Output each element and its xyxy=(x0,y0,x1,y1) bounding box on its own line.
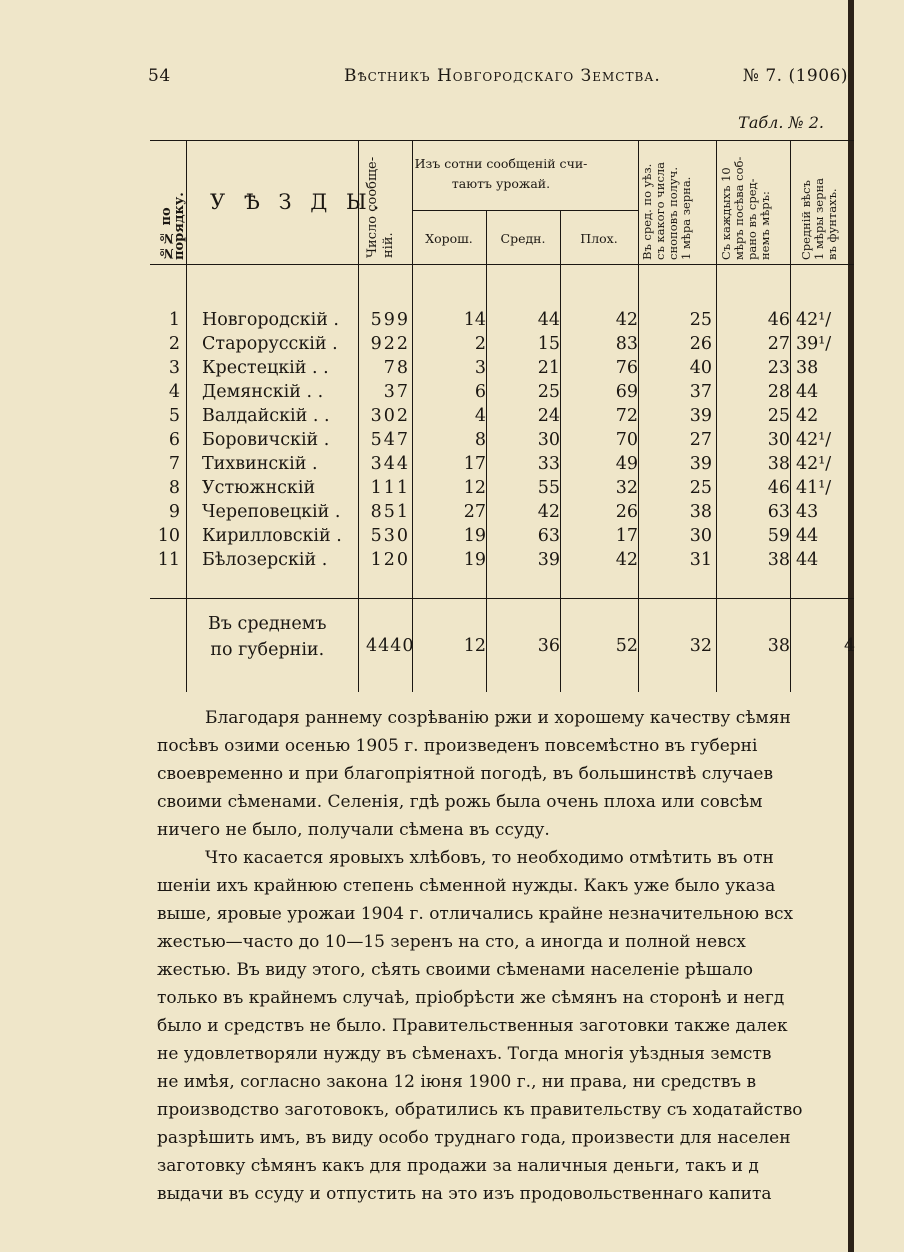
poor-percent: 42 xyxy=(615,310,638,330)
seeded-yield: 38 xyxy=(767,550,790,570)
header-seeded: Съ каждыхъ 10 мѣръ посѣва соб- рано въ сред- немъ мѣръ: xyxy=(719,156,772,260)
body-line: не удовлетворяли нужду въ сѣменахъ. Тогда многія уѣздныя земств xyxy=(157,1044,772,1064)
medium-percent: 39 xyxy=(537,550,560,570)
total-label-line1: Въ среднемъ xyxy=(208,614,327,634)
report-count: 851 xyxy=(370,502,410,522)
table-row xyxy=(150,454,854,478)
page-header xyxy=(148,66,848,92)
poor-percent: 17 xyxy=(615,526,638,546)
medium-percent: 24 xyxy=(537,406,560,426)
body-line: производство заготовокъ, обратились къ правительству съ ходатайство xyxy=(157,1100,803,1120)
row-number: 3 xyxy=(168,358,180,378)
body-line: только въ крайнемъ случаѣ, пріобрѣсти же сѣмянъ на сторонѣ и негд xyxy=(157,988,785,1008)
seeded-yield: 46 xyxy=(767,310,790,330)
body-line: разрѣшить имъ, въ виду особо труднаго года, произвести для населен xyxy=(157,1128,791,1148)
avg-yield: 39 xyxy=(689,406,712,426)
body-text xyxy=(157,704,857,1208)
good-percent: 4 xyxy=(474,406,486,426)
header-district: У Ѣ З Д Ы. xyxy=(210,190,386,214)
medium-percent: 21 xyxy=(537,358,560,378)
body-line: не имѣя, согласно закона 12 іюня 1900 г., ни права, ни средствъ в xyxy=(157,1072,757,1092)
good-percent: 19 xyxy=(463,550,486,570)
medium-percent: 33 xyxy=(537,454,560,474)
body-line: жестью—часто до 10—15 зеренъ на сто, а иногда и полной невсх xyxy=(157,932,746,952)
avg-yield: 38 xyxy=(689,502,712,522)
grain-weight: 42 xyxy=(796,406,819,426)
header-count: Число сообще- ній. xyxy=(365,156,396,258)
table-row xyxy=(150,430,854,454)
medium-percent: 55 xyxy=(537,478,560,498)
grain-weight: 42¹/ xyxy=(796,430,832,450)
medium-percent: 25 xyxy=(537,382,560,402)
body-line: заготовку сѣмянъ какъ для продажи за наличныя деньги, такъ и д xyxy=(157,1156,759,1176)
header-avg-yield: Въ сред. по уѣз. съ какого числа сноповъ получ. 1 мѣра зерна. xyxy=(640,161,693,260)
body-line: ничего не было, получали сѣмена въ ссуду. xyxy=(157,820,550,840)
poor-percent: 72 xyxy=(615,406,638,426)
row-number: 10 xyxy=(157,526,180,546)
table-row xyxy=(150,406,854,430)
report-count: 78 xyxy=(383,358,410,378)
district-name: Новгородскій . xyxy=(202,310,339,330)
poor-percent: 76 xyxy=(615,358,638,378)
body-line: жестью. Въ виду этого, сѣять своими сѣменами населеніе рѣшало xyxy=(157,960,753,980)
row-number: 8 xyxy=(168,478,180,498)
report-count: 37 xyxy=(383,382,410,402)
good-percent: 27 xyxy=(463,502,486,522)
good-percent: 8 xyxy=(474,430,486,450)
row-number: 9 xyxy=(168,502,180,522)
row-number: 4 xyxy=(168,382,180,402)
report-count: 344 xyxy=(370,454,410,474)
row-number: 1 xyxy=(168,310,180,330)
seeded-yield: 28 xyxy=(767,382,790,402)
seeded-yield: 27 xyxy=(767,334,790,354)
total-label-line2: по губерніи. xyxy=(210,640,325,660)
journal-title: Вѣстникъ Новгородскаго Земства. xyxy=(344,66,661,86)
seeded-yield: 23 xyxy=(767,358,790,378)
row-number: 7 xyxy=(168,454,180,474)
medium-percent: 30 xyxy=(537,430,560,450)
body-line: было и средствъ не было. Правительственныя заготовки также далек xyxy=(157,1016,788,1036)
table-row xyxy=(150,358,854,382)
district-name: Демянскій . . xyxy=(202,382,324,402)
table-row xyxy=(150,550,854,574)
district-name: Тихвинскій . xyxy=(202,454,318,474)
report-count: 530 xyxy=(370,526,410,546)
avg-yield: 37 xyxy=(689,382,712,402)
poor-percent: 49 xyxy=(615,454,638,474)
report-count: 922 xyxy=(370,334,410,354)
poor-percent: 26 xyxy=(615,502,638,522)
report-count: 111 xyxy=(370,478,410,498)
avg-yield: 31 xyxy=(689,550,712,570)
table-row xyxy=(150,526,854,550)
table-row xyxy=(150,382,854,406)
header-weight: Средній вѣсъ 1 мѣры зерна въ фунтахъ. xyxy=(799,178,839,260)
district-name: Бѣлозерскій . xyxy=(202,550,328,570)
total-weight: 4 xyxy=(844,636,856,656)
grain-weight: 38 xyxy=(796,358,819,378)
district-name: Валдайскій . . xyxy=(202,406,330,426)
good-percent: 17 xyxy=(463,454,486,474)
medium-percent: 44 xyxy=(537,310,560,330)
issue-number: № 7. (1906) xyxy=(742,66,848,86)
medium-percent: 63 xyxy=(537,526,560,546)
total-medium: 36 xyxy=(537,636,560,656)
seeded-yield: 59 xyxy=(767,526,790,546)
district-name: Боровичскій . xyxy=(202,430,330,450)
grain-weight: 42¹/ xyxy=(796,454,832,474)
header-num: №№ по порядку. xyxy=(159,192,187,260)
poor-percent: 70 xyxy=(615,430,638,450)
poor-percent: 32 xyxy=(615,478,638,498)
seeded-yield: 46 xyxy=(767,478,790,498)
avg-yield: 40 xyxy=(689,358,712,378)
table-label: Табл. № 2. xyxy=(738,113,824,132)
medium-percent: 15 xyxy=(537,334,560,354)
table-row xyxy=(150,334,854,358)
avg-yield: 26 xyxy=(689,334,712,354)
avg-yield: 25 xyxy=(689,310,712,330)
header-poor: Плох. xyxy=(580,231,618,246)
good-percent: 6 xyxy=(474,382,486,402)
harvest-table xyxy=(150,140,854,692)
grain-weight: 43 xyxy=(796,502,819,522)
total-avg-yield: 32 xyxy=(689,636,712,656)
total-count: 4440 xyxy=(366,636,415,656)
row-number: 2 xyxy=(168,334,180,354)
header-bottom-rule xyxy=(150,264,854,265)
report-count: 547 xyxy=(370,430,410,450)
row-number: 5 xyxy=(168,406,180,426)
good-percent: 19 xyxy=(463,526,486,546)
body-line: выше, яровые урожаи 1904 г. отличались крайне незначительною всх xyxy=(157,904,794,924)
body-line: Благодаря раннему созрѣванію ржи и хорошему качеству сѣмян xyxy=(205,708,791,728)
table-row xyxy=(150,310,854,334)
avg-yield: 39 xyxy=(689,454,712,474)
table-row xyxy=(150,478,854,502)
body-line: посѣвъ озими осенью 1905 г. произведенъ повсемѣстно въ губерні xyxy=(157,736,758,756)
row-number: 6 xyxy=(168,430,180,450)
total-seeded: 38 xyxy=(767,636,790,656)
grain-weight: 41¹/ xyxy=(796,478,832,498)
seeded-yield: 63 xyxy=(767,502,790,522)
poor-percent: 69 xyxy=(615,382,638,402)
total-separator-rule xyxy=(150,598,854,599)
table-row xyxy=(150,502,854,526)
row-number: 11 xyxy=(157,550,180,570)
grain-weight: 39¹/ xyxy=(796,334,832,354)
header-group: Изъ сотни сообщеній счи- таютъ урожай. xyxy=(414,156,588,191)
district-name: Старорусскій . xyxy=(202,334,338,354)
grain-weight: 44 xyxy=(796,526,819,546)
page-number: 54 xyxy=(148,66,171,86)
body-line: своевременно и при благопріятной погодѣ, въ большинствѣ случаев xyxy=(157,764,774,784)
header-good: Хорош. xyxy=(425,231,473,246)
medium-percent: 42 xyxy=(537,502,560,522)
avg-yield: 27 xyxy=(689,430,712,450)
header-medium: Средн. xyxy=(500,231,546,246)
district-name: Кирилловскій . xyxy=(202,526,342,546)
district-name: Череповецкій . xyxy=(202,502,341,522)
poor-percent: 42 xyxy=(615,550,638,570)
good-percent: 12 xyxy=(463,478,486,498)
seeded-yield: 38 xyxy=(767,454,790,474)
good-percent: 14 xyxy=(463,310,486,330)
grain-weight: 42¹/ xyxy=(796,310,832,330)
body-line: Что касается яровыхъ хлѣбовъ, то необходимо отмѣтить въ отн xyxy=(205,848,774,868)
body-line: выдачи въ ссуду и отпустить на это изъ продовольственнаго капита xyxy=(157,1184,772,1204)
group-sub-rule xyxy=(412,210,638,211)
grain-weight: 44 xyxy=(796,382,819,402)
report-count: 120 xyxy=(370,550,410,570)
body-line: своими сѣменами. Селенія, гдѣ рожь была очень плоха или совсѣм xyxy=(157,792,763,812)
report-count: 302 xyxy=(370,406,410,426)
grain-weight: 44 xyxy=(796,550,819,570)
poor-percent: 83 xyxy=(615,334,638,354)
total-poor: 52 xyxy=(615,636,638,656)
body-line: шеніи ихъ крайнюю степень сѣменной нужды. Какъ уже было указа xyxy=(157,876,776,896)
district-name: Устюжнскій xyxy=(202,478,316,498)
seeded-yield: 30 xyxy=(767,430,790,450)
total-row xyxy=(150,636,854,660)
avg-yield: 30 xyxy=(689,526,712,546)
report-count: 599 xyxy=(370,310,410,330)
good-percent: 2 xyxy=(474,334,486,354)
district-name: Крестецкій . . xyxy=(202,358,329,378)
good-percent: 3 xyxy=(474,358,486,378)
avg-yield: 25 xyxy=(689,478,712,498)
seeded-yield: 25 xyxy=(767,406,790,426)
table-top-rule xyxy=(150,140,854,141)
total-good: 12 xyxy=(463,636,486,656)
